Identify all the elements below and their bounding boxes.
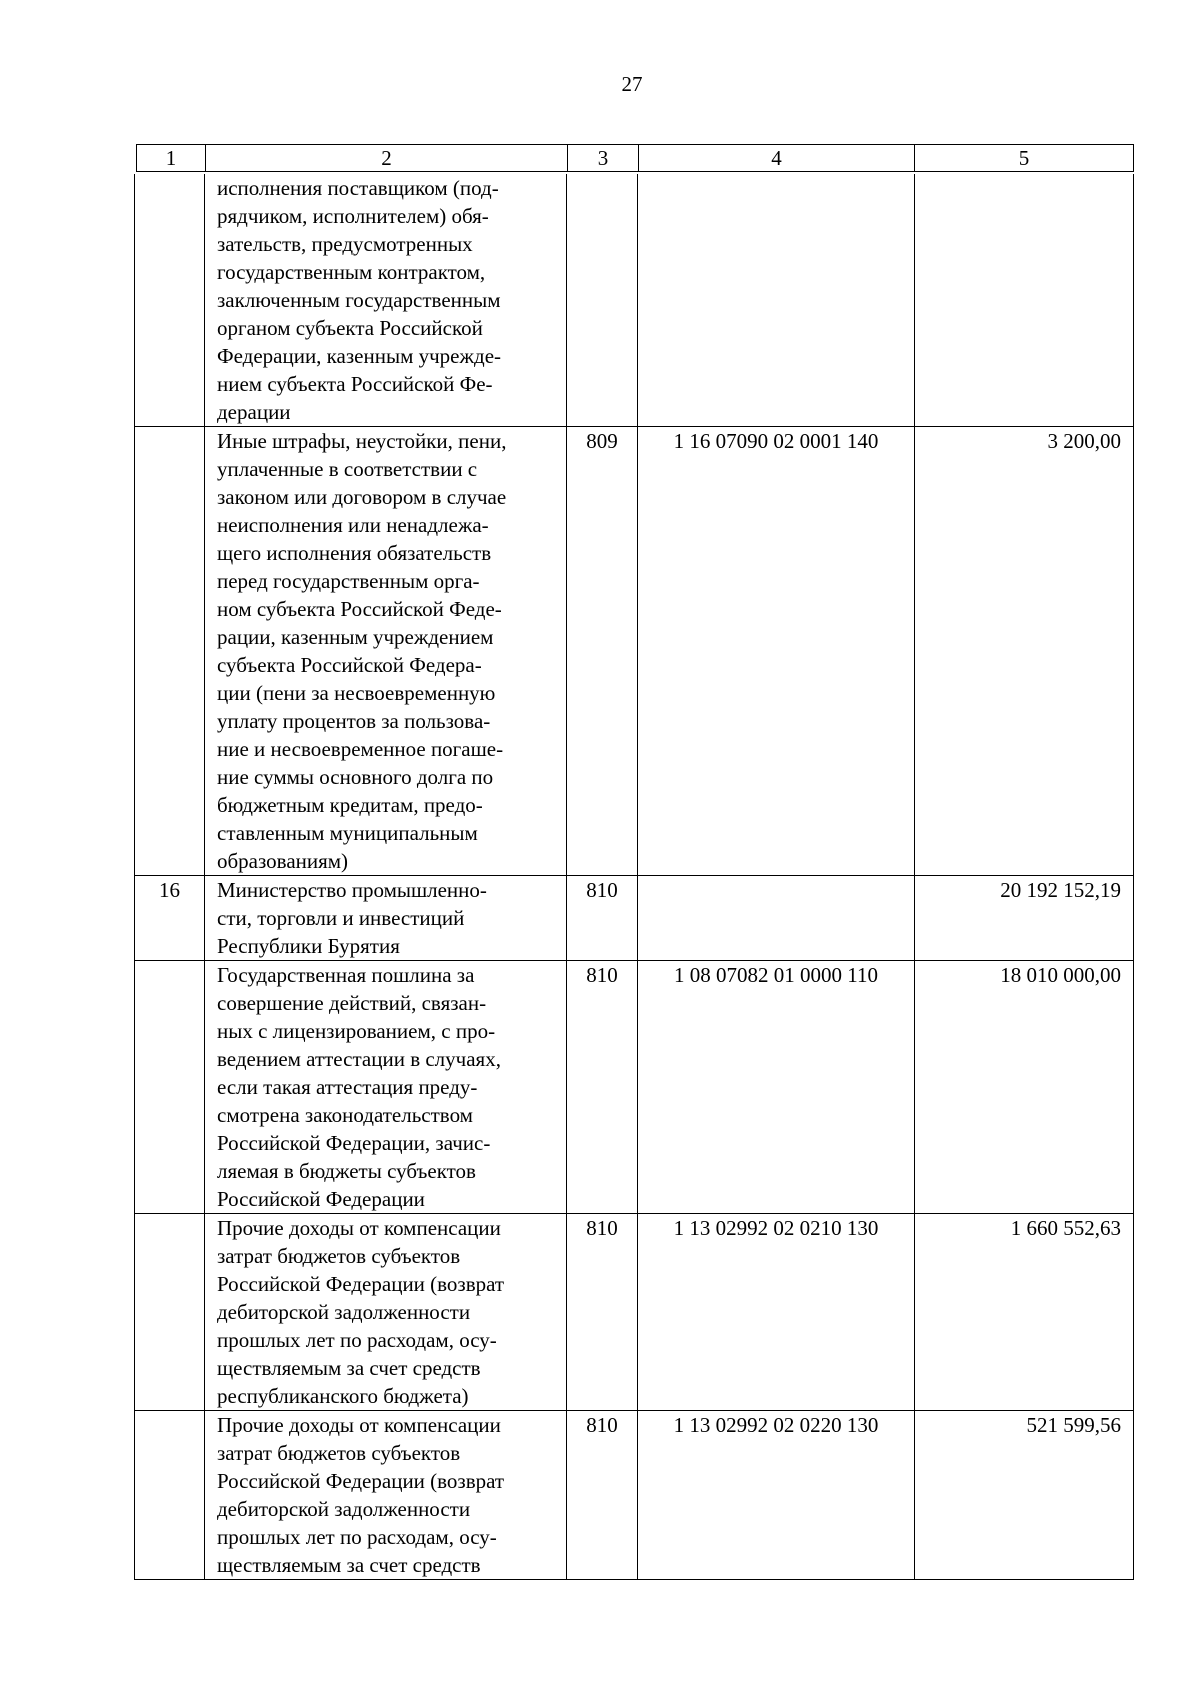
description-line: Республики Бурятия <box>217 934 400 958</box>
description-line: смотрена законодательством <box>217 1103 473 1127</box>
admin-code-cell: 810 <box>567 1214 638 1411</box>
table-row <box>135 427 1134 876</box>
budget-code-cell: 1 13 02992 02 0210 130 <box>638 1214 915 1411</box>
description-line: дерации <box>217 400 291 424</box>
description-line: уплату процентов за пользова- <box>217 709 491 733</box>
row-number-cell <box>135 427 205 876</box>
column-header-4: 4 <box>639 145 915 172</box>
amount-cell <box>915 174 1134 427</box>
description-line: республиканского бюджета) <box>217 1384 469 1408</box>
description-line: Прочие доходы от компенсации <box>217 1216 501 1240</box>
table-row <box>135 1411 1134 1580</box>
description-line: Федерации, казенным учрежде- <box>217 344 502 368</box>
description-line: ществляемым за счет средств <box>217 1553 481 1577</box>
description-line: сти, торговли и инвестиций <box>217 906 465 930</box>
description-line: ном субъекта Российской Феде- <box>217 597 502 621</box>
description-line: дебиторской задолженности <box>217 1300 471 1324</box>
admin-code-cell: 810 <box>567 876 638 961</box>
budget-code-cell: 1 08 07082 01 0000 110 <box>638 961 915 1214</box>
description-line: Прочие доходы от компенсации <box>217 1413 501 1437</box>
description-line: рядчиком, исполнителем) обя- <box>217 204 489 228</box>
description-line: перед государственным орга- <box>217 569 480 593</box>
description-line: Иные штрафы, неустойки, пени, <box>217 429 507 453</box>
description-line: ние суммы основного долга по <box>217 765 494 789</box>
description-line: органом субъекта Российской <box>217 316 483 340</box>
description-line: заключенным государственным <box>217 288 501 312</box>
description-line: совершение действий, связан- <box>217 991 487 1015</box>
amount-cell: 20 192 152,19 <box>915 876 1134 961</box>
description-line: образованиям) <box>217 849 349 873</box>
admin-code-cell: 810 <box>567 1411 638 1580</box>
description-line: ляемая в бюджеты субъектов <box>217 1159 476 1183</box>
description-line: Российской Федерации (возврат <box>217 1469 505 1493</box>
amount-cell: 3 200,00 <box>915 427 1134 876</box>
description-line: зательств, предусмотренных <box>217 232 473 256</box>
column-header-3: 3 <box>568 145 639 172</box>
admin-code-cell <box>567 174 638 427</box>
description-line: государственным контрактом, <box>217 260 486 284</box>
description-line: затрат бюджетов субъектов <box>217 1441 461 1465</box>
description-line: дебиторской задолженности <box>217 1497 471 1521</box>
description-line: ние и несвоевременное погаше- <box>217 737 504 761</box>
revenue-table <box>134 174 1134 1580</box>
description-cell <box>205 1214 567 1411</box>
description-line: если такая аттестация преду- <box>217 1075 478 1099</box>
column-header-1: 1 <box>137 145 206 172</box>
description-line: законом или договором в случае <box>217 485 507 509</box>
description-line: нием субъекта Российской Фе- <box>217 372 493 396</box>
table-body <box>135 174 1134 1580</box>
row-number-cell <box>135 961 205 1214</box>
budget-code-cell <box>638 174 915 427</box>
page-number: 27 <box>621 72 643 96</box>
row-number-cell <box>135 1214 205 1411</box>
description-line: ведением аттестации в случаях, <box>217 1047 501 1071</box>
description-cell <box>205 427 567 876</box>
budget-code-cell: 1 16 07090 02 0001 140 <box>638 427 915 876</box>
description-line: ции (пени за несвоевременную <box>217 681 496 705</box>
description-line: прошлых лет по расходам, осу- <box>217 1328 497 1352</box>
table-row <box>135 1214 1134 1411</box>
table-row <box>135 961 1134 1214</box>
budget-code-cell <box>638 876 915 961</box>
description-line: неисполнения или ненадлежа- <box>217 513 489 537</box>
header-row <box>137 145 1134 172</box>
column-header-5: 5 <box>915 145 1134 172</box>
row-number-cell <box>135 174 205 427</box>
description-cell <box>205 876 567 961</box>
description-line: Российской Федерации <box>217 1187 425 1211</box>
description-line: уплаченные в соответствии с <box>217 457 478 481</box>
description-line: ставленным муниципальным <box>217 821 478 845</box>
table-header <box>136 144 1134 172</box>
description-cell <box>205 174 567 427</box>
description-line: субъекта Российской Федера- <box>217 653 482 677</box>
column-header-2: 2 <box>206 145 568 172</box>
description-line: прошлых лет по расходам, осу- <box>217 1525 497 1549</box>
amount-cell: 18 010 000,00 <box>915 961 1134 1214</box>
description-line: Министерство промышленно- <box>217 878 487 902</box>
description-cell <box>205 961 567 1214</box>
admin-code-cell: 810 <box>567 961 638 1214</box>
description-line: щего исполнения обязательств <box>217 541 492 565</box>
description-line: рации, казенным учреждением <box>217 625 494 649</box>
description-line: ществляемым за счет средств <box>217 1356 481 1380</box>
description-line: Российской Федерации (возврат <box>217 1272 505 1296</box>
description-line: Государственная пошлина за <box>217 963 475 987</box>
row-number-cell <box>135 1411 205 1580</box>
description-line: затрат бюджетов субъектов <box>217 1244 461 1268</box>
table-row <box>135 174 1134 427</box>
description-line: ных с лицензированием, с про- <box>217 1019 496 1043</box>
description-cell <box>205 1411 567 1580</box>
description-line: бюджетным кредитам, предо- <box>217 793 483 817</box>
description-line: исполнения поставщиком (под- <box>217 176 499 200</box>
amount-cell: 1 660 552,63 <box>915 1214 1134 1411</box>
table-row <box>135 876 1134 961</box>
row-number-cell: 16 <box>135 876 205 961</box>
amount-cell: 521 599,56 <box>915 1411 1134 1580</box>
budget-code-cell: 1 13 02992 02 0220 130 <box>638 1411 915 1580</box>
admin-code-cell: 809 <box>567 427 638 876</box>
description-line: Российской Федерации, зачис- <box>217 1131 491 1155</box>
